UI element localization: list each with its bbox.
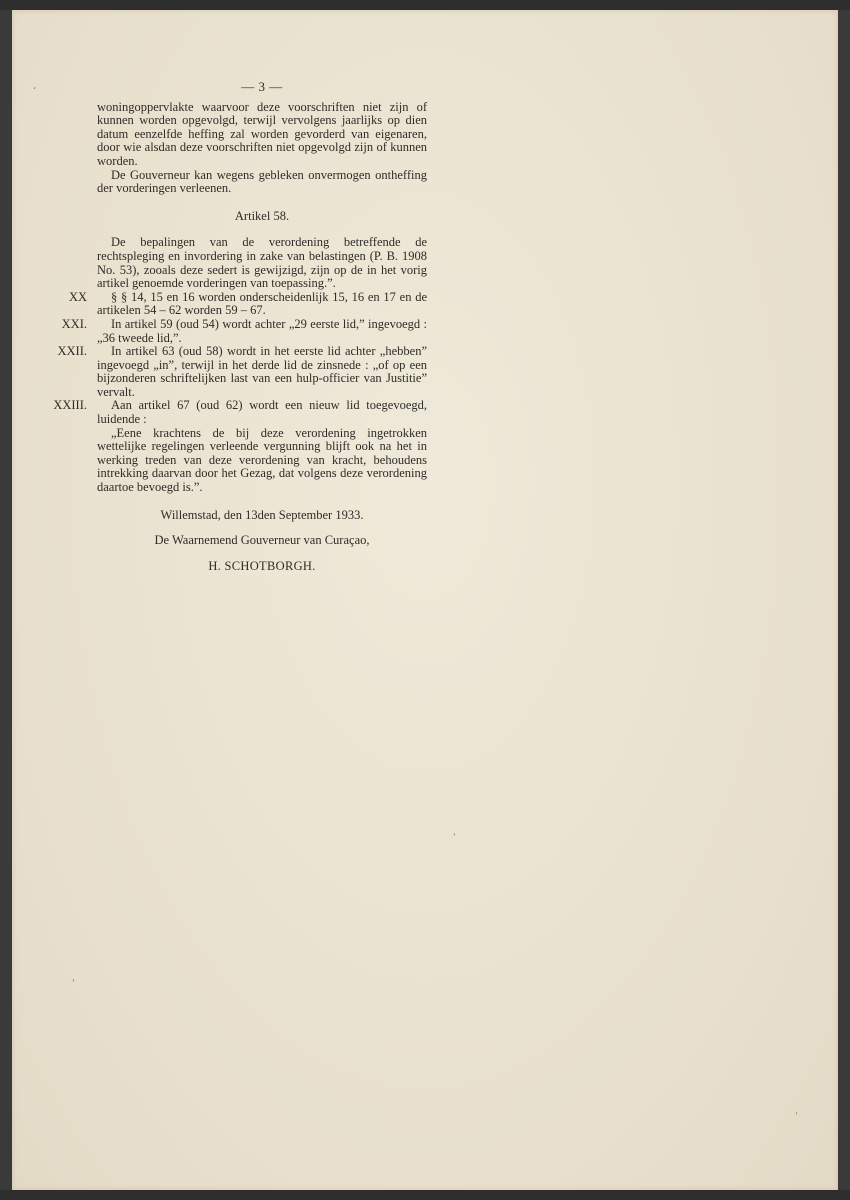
amendment-item [61, 316, 427, 345]
document-text [53, 79, 427, 573]
signature-name: H. SCHOTBORGH. [208, 558, 316, 573]
signature-role: De Waarnemend Gouverneur van Curaçao, [154, 533, 370, 548]
scan-speck: ˌ [453, 827, 456, 837]
item-numeral: XX [68, 289, 87, 304]
scan-speck: ˌ [795, 1106, 798, 1116]
scan-border-top [0, 0, 850, 10]
scan-speck: ˌ [72, 973, 75, 983]
opening-paragraph: woningoppervlakte waarvoor deze voorschriften niet zijn of kunnen worden opgevolgd, terwijl vervolgens jaarlijks op dien datum eenzelfde heffing zal worden gevorderd van eigenaren, door wie alsdan deze voorschriften niet opgevolgd zijn of kunnen worden. [97, 99, 427, 168]
remission-paragraph: De Gouverneur kan wegens gebleken onvermogen ontheffing der vorderingen verleenen. [97, 167, 427, 196]
scan-speck: ˏ [32, 80, 37, 90]
amendment-item [57, 344, 427, 399]
article-heading: Artikel 58. [234, 208, 290, 223]
signature-place-date: Willemstad, den 13den September 1933. [160, 507, 364, 522]
item-numeral: XXII. [57, 344, 87, 359]
item-text: In artikel 59 (oud 54) wordt achter „29 eerste lid,” ingevoegd : „36 tweede lid,”. [97, 316, 427, 345]
scan-border-bottom [0, 1190, 850, 1200]
quoted-text: „Eene krachtens de bij deze verordening ingetrokken wettelijke regelingen verleende vergunning blijft ook na het in werking treden van deze verordening van kracht, behoudens intrekking daarvan door het Gezag, dat volgens deze verordening daartoe bevoegd is.”. [97, 425, 427, 495]
amendment-item [53, 398, 427, 427]
article-text: De bepalingen van de verordening betreffende de rechtspleging en invordering in zake van belastingen (P. B. 1908 No. 53), zooals deze sedert is gewijzigd, zijn op de in het vorig artikel genoemde vorderingen van toepassing.”. [97, 235, 427, 291]
item-text: Aan artikel 67 (oud 62) wordt een nieuw lid toegevoegd, luidende : [97, 398, 427, 427]
item-text: In artikel 63 (oud 58) wordt in het eerste lid achter „hebben” ingevoegd „in”, terwijl in het derde lid de zinsnede : „of op een bijzonderen schriftelijken last van een hulp-officier van Justitie” vervalt. [97, 344, 427, 399]
item-numeral: XXIII. [53, 398, 87, 413]
item-text: § § 14, 15 en 16 worden onderscheidenlijk 15, 16 en 17 en de artikelen 54 – 62 worden 59 – 67. [97, 289, 427, 318]
amendment-item [68, 289, 427, 318]
item-numeral: XXI. [61, 316, 87, 331]
page-number: — 3 — [241, 79, 283, 94]
